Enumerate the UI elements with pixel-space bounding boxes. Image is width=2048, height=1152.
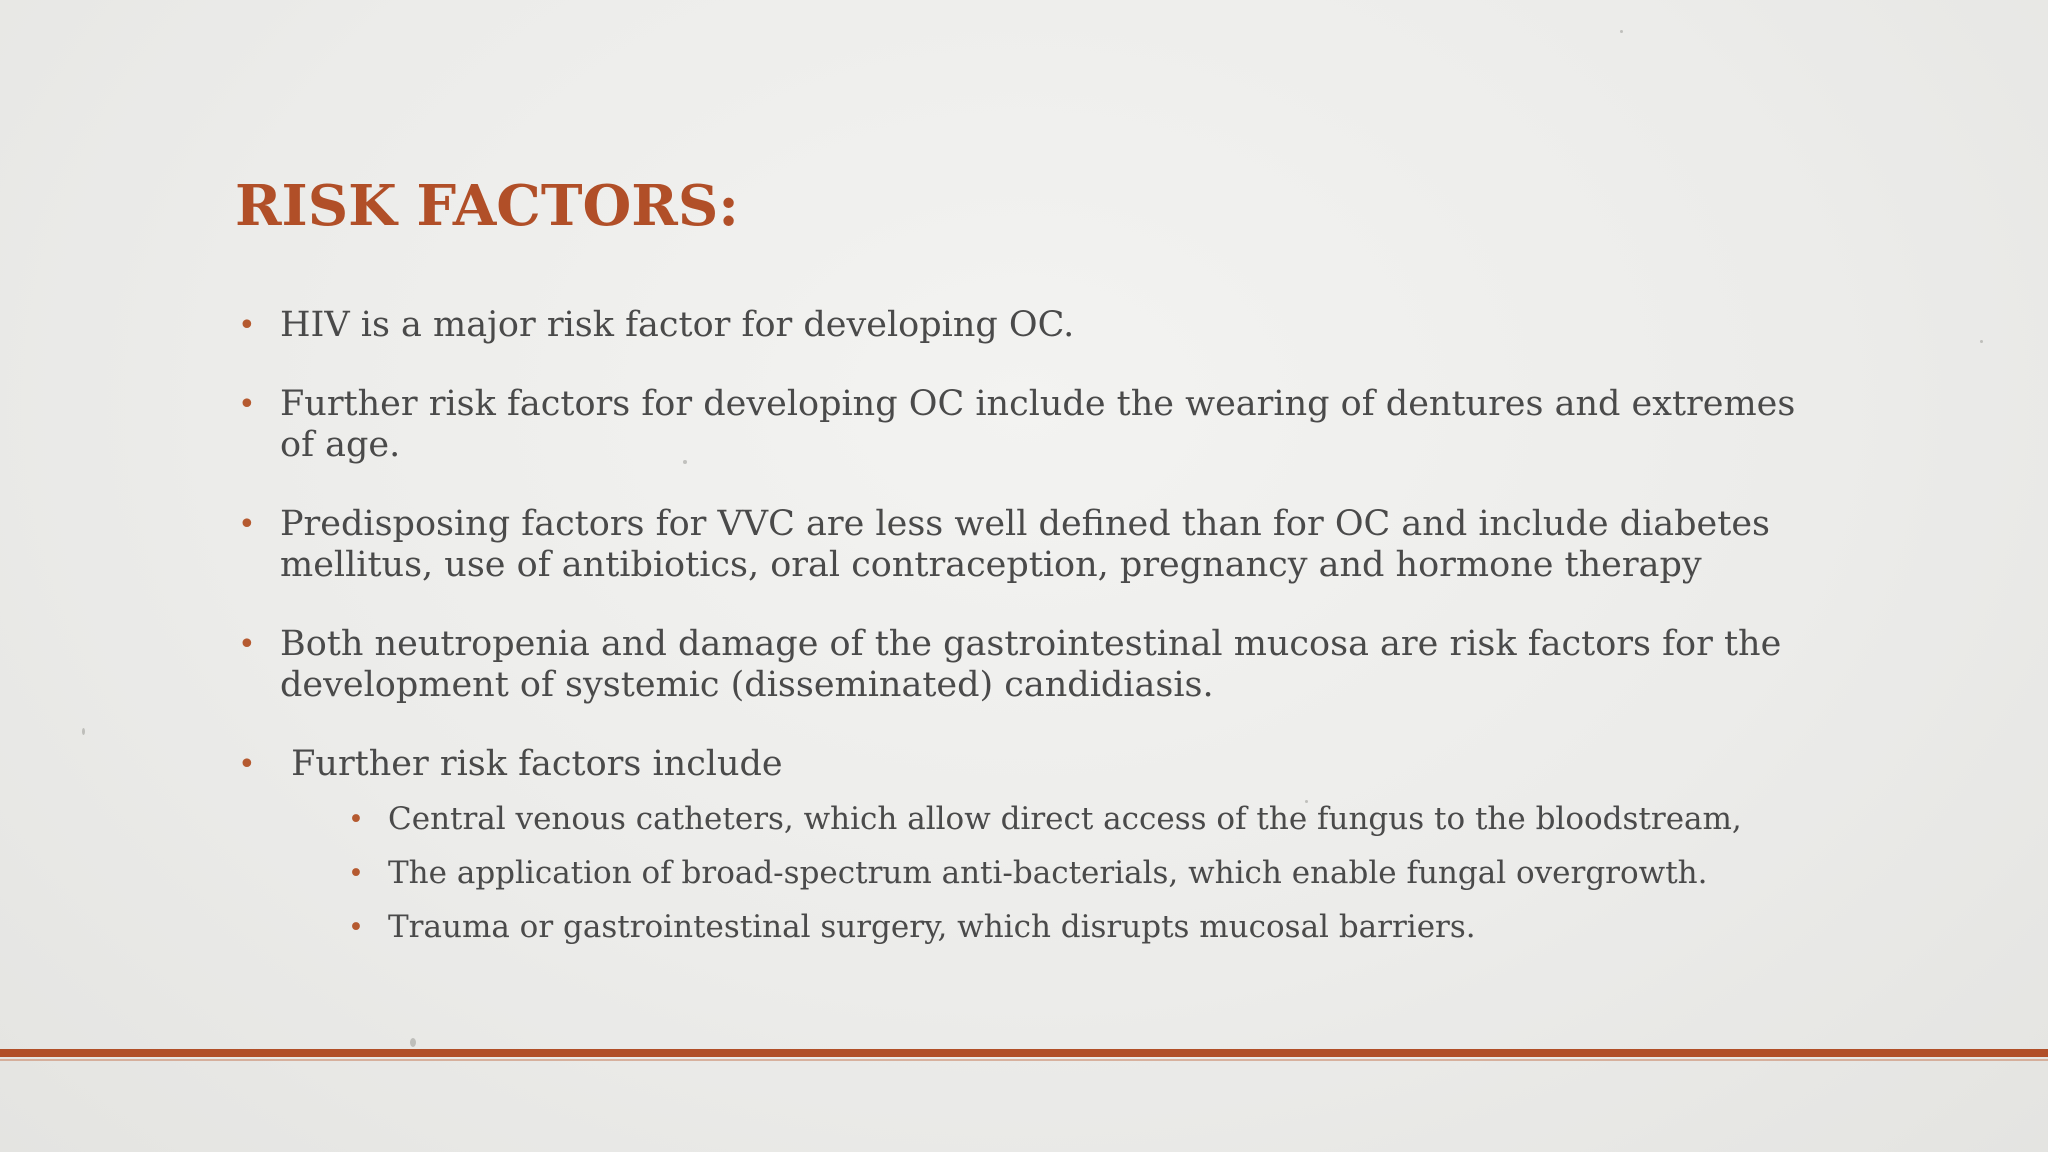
bullet-text: Further risk factors include [280, 744, 783, 784]
paper-speck [1980, 340, 1983, 343]
bullet-text: Both neutropenia and damage of the gastrointestinal mucosa are risk factors for the development of systemic (disseminated) candidiasis. [280, 624, 1782, 705]
bullet-dot-icon: • [238, 387, 256, 422]
bullet-item [238, 744, 1838, 785]
slide-title: RISK FACTORS: [235, 173, 739, 239]
sub-bullet-text: Central venous catheters, which allow direct access of the fungus to the bloodstream, [388, 801, 1742, 837]
footer-accent-hairline [0, 1059, 2048, 1061]
bullet-dot-icon: • [238, 627, 256, 662]
footer-accent-rule [0, 1049, 2048, 1057]
bullet-item [238, 384, 1838, 466]
paper-speck [410, 1038, 416, 1047]
sub-bullet-text: Trauma or gastrointestinal surgery, which disrupts mucosal barriers. [388, 909, 1476, 945]
bullet-list [238, 305, 1838, 961]
sub-bullet-item [348, 907, 1838, 948]
bullet-dot-icon: • [348, 912, 364, 943]
bullet-dot-icon: • [238, 507, 256, 542]
sub-bullet-item [348, 799, 1838, 840]
bullet-item [238, 305, 1838, 346]
bullet-item [238, 624, 1838, 706]
bullet-text: Further risk factors for developing OC include the wearing of dentures and extremes of age. [280, 384, 1796, 465]
bullet-text: Predisposing factors for VVC are less well defined than for OC and include diabetes mellitus, use of antibiotics, oral contraception, pregnancy and hormone therapy [280, 504, 1770, 585]
sub-bullet-text: The application of broad-spectrum anti-bacterials, which enable fungal overgrowth. [388, 855, 1708, 891]
bullet-dot-icon: • [238, 308, 256, 343]
bullet-dot-icon: • [348, 804, 364, 835]
bullet-dot-icon: • [348, 858, 364, 889]
sub-bullet-list [348, 799, 1838, 948]
bullet-item [238, 504, 1838, 586]
paper-speck [82, 728, 85, 735]
bullet-dot-icon: • [238, 747, 256, 782]
sub-bullet-item [348, 853, 1838, 894]
paper-speck [1620, 30, 1623, 33]
bullet-text: HIV is a major risk factor for developing OC. [280, 305, 1075, 345]
